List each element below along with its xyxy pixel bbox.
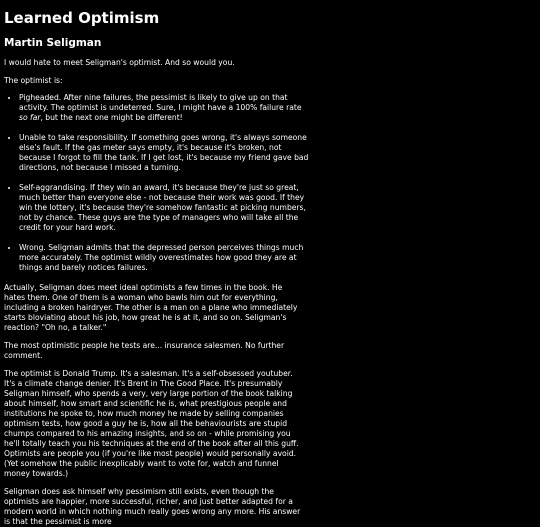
traits-list [4,93,309,273]
body-paragraph: The optimist is Donald Trump. It's a salesman. It's a self-obsessed youtuber. It's a climate change denier. It's Brent in The Good Place. It's presumably Seligman himself, who spends a very, very large portion of the book talking about himself, how smart and scientific he is, what prestigious people and institutions he spoke to, how much money he made by selling companies optimism tests, how good a guy he is, how all the behaviourists are stupid chumps compared to his amazing insights, and so on - while promising you he'll totally teach you his techniques at the end of the book after all this guff. Optimists are people you (if you're like most people) would personally avoid. (Yet somehow the public inexplicably want to vote for, watch and funnel money towards.) [4,369,299,478]
optimist-lead: The optimist is: [4,76,63,85]
list-item: • Unable to take responsibility. If something goes wrong, it's always someone else's fault. If the gas meter says empty, it's because it's broken, not because I forgot to fill the tank. If I get lost, it's because my friend gave bad directions, not because I missed a turning. [19,133,309,173]
list-item: • Self-aggrandising. If they win an award, it's because they're just so great, much better than everyone else - not because their work was good. If they win the lottery, it's because they're somehow fantastic at picking numbers, not by chance. These guys are the type of managers who will take all the credit for your hard work. [19,183,309,233]
list-item: • Wrong. Seligman admits that the depressed person perceives things much more accurately. The optimist wildly overestimates how good they are at things and barely notices failures. [19,243,309,273]
author-heading: Martin Seligman [4,37,102,49]
emphasis: so far [19,113,41,122]
body-paragraph: The most optimistic people he tests are... insurance salesmen. No further comment. [4,341,285,360]
list-item: • Pigheaded. After nine failures, the pessimist is likely to give up on that activity. The optimist is undeterred. Sure, I might have a 100% failure rate so far, but the next one might be different! [19,93,309,123]
page-title: Learned Optimism [4,9,160,27]
body-paragraph: Seligman does ask himself why pessimism still exists, even though the optimists are happier, more successful, richer, and just better adapted for a modern world in which nothing much really goes wrong any more. His answer is that the pessimist is more [4,487,301,526]
article [4,0,532,527]
intro-paragraph: I would hate to meet Seligman's optimist. And so would you. [4,58,235,67]
body-paragraph: Actually, Seligman does meet ideal optimists a few times in the book. He hates them. One of them is a woman who bawls him out for everything, including a broken hairdryer. The other is a man on a plane who immediately starts bloviating about his job, how great he is at it, and so on. Seligman's reaction? "Oh no, a talker." [4,283,298,332]
